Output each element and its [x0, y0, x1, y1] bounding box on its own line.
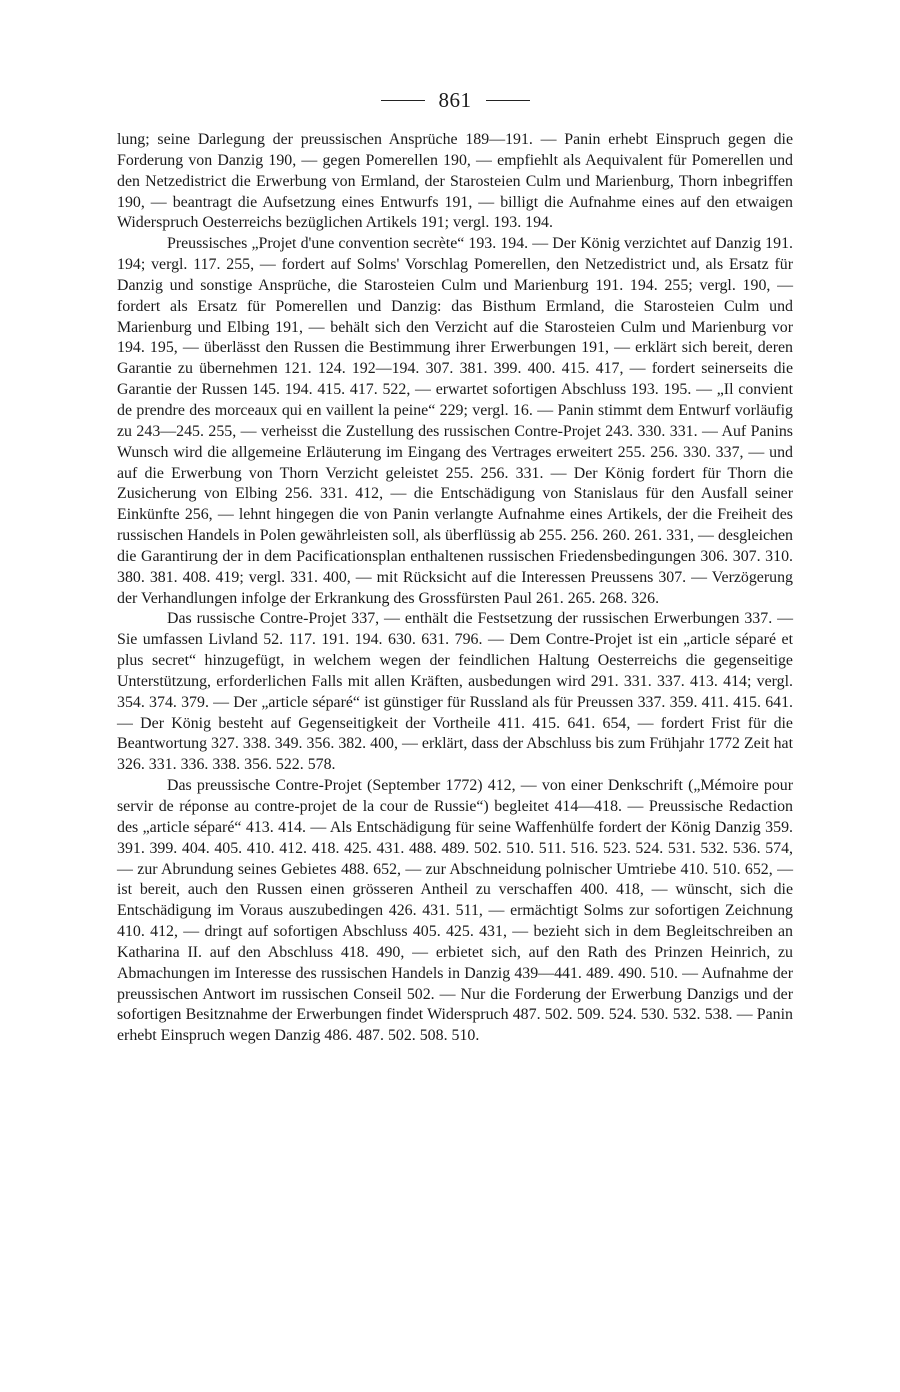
paragraph-1: lung; seine Darlegung der preussischen Ansprüche 189—191. — Panin erhebt Einspruch gegen die Forderung von Danzig 190, — gegen Pomerellen 190, — empfiehlt als Aequivalent für Pomerellen und den Netzedistrict die Erwerbung von Ermland, der Starosteien Culm und Marienburg, Thorn inbegriffen 190, — beantragt die Aufsetzung eines Entwurfs 191, — billigt die Aufnahme eines auf den etwaigen Widerspruch Oesterreichs bezüglichen Artikels 191; vergl. 193. 194. — [117, 131, 793, 232]
header-rule-left — [381, 100, 425, 101]
paragraph-3: Das russische Contre-Projet 337, — enthält die Festsetzung der russischen Erwerbungen 337. — Sie umfassen Livland 52. 117. 191. 194. 630. 631. 796. — Dem Contre-Projet ist ein „article séparé et plus secret“ hinzugefügt, in welchem wegen der feindlichen Haltung Oesterreichs die gegenseitige Unterstützung, erforderlichen Falls mit allen Kräften, ausbedungen wird 291. 331. 337. 413. 414; vergl. 354. 374. 379. — Der „article séparé“ ist günstiger für Russland als für Preussen 337. 359. 411. 415. 641. — Der König besteht auf Gegenseitigkeit der Vortheile 411. 415. 641. 654, — fordert Frist für die Beantwortung 327. 338. 349. 356. 382. 400, — erklärt, dass der Abschluss bis zum Frühjahr 1772 Zeit hat 326. 331. 336. 338. 356. 522. 578. — [117, 610, 793, 774]
page — [117, 86, 793, 1047]
header-rule-right — [486, 100, 530, 101]
page-number: 861 — [438, 87, 472, 112]
paragraph-4: Das preussische Contre-Projet (September 1772) 412, — von einer Denkschrift („Mémoire pour servir de réponse au contre-projet de la cour de Russie“) begleitet 414—418. — Preussische Redaction des „article séparé“ 413. 414. — Als Entschädigung für seine Waffenhülfe fordert der König Danzig 359. 391. 399. 404. 405. 410. 412. 418. 425. 431. 488. 489. 502. 510. 511. 516. 523. 524. 531. 532. 536. 574, — zur Abrundung seines Gebietes 488. 652, — zur Abschneidung polnischer Umtriebe 410. 510. 652, — ist bereit, auch den Russen einen grösseren Antheil zu verschaffen 400. 418, — wünscht, sich die Entschädigung im Voraus auszubedingen 426. 431. 511, — ermächtigt Solms zur sofortigen Zeichnung 410. 412, — dringt auf sofortigen Abschluss 405. 425. 431, — bezieht sich in dem Begleitschreiben an Katharina II. auf den Abschluss 418. 490, — erbietet sich, auf den Rath des Prinzen Heinrich, zu Abmachungen im Interesse des russischen Handels in Danzig 439—441. 489. 490. 510. — Aufnahme der preussischen Antwort im russischen Conseil 502. — Nur die Forderung der Erwerbung Danzigs und der sofortigen Besitznahme der Erwerbungen findet Widerspruch 487. 502. 509. 524. 530. 532. 538. — Panin erhebt Einspruch wegen Danzig 486. 487. 502. 508. 510. — [117, 777, 793, 1045]
page-header — [117, 86, 793, 114]
paragraph-2: Preussisches „Projet d'une convention secrète“ 193. 194. — Der König verzichtet auf Danzig 191. 194; vergl. 117. 255, — fordert auf Solms' Vorschlag Pomerellen, den Netzedistrict und, als Ersatz für Danzig und sonstige Ansprüche, die Starosteien Culm und Marienburg 191. 194. 255; vergl. 190, — fordert als Ersatz für Pomerellen und Danzig: das Bisthum Ermland, die Starosteien Culm und Marienburg und Elbing 191, — behält sich den Verzicht auf die Starosteien Culm und Marienburg vor 194. 195, — überlässt den Russen die Bestimmung ihrer Erwerbungen 191, — erklärt sich bereit, deren Garantie zu übernehmen 121. 124. 192—194. 307. 381. 399. 400. 415. 417, — fordert seinerseits die Garantie der Russen 145. 194. 415. 417. 522, — erwartet sofortigen Abschluss 193. 195. — „Il convient de prendre des morceaux qui en vaillent la peine“ 229; vergl. 16. — Panin stimmt dem Entwurf vorläufig zu 243—245. 255, — verheisst die Zustellung des russischen Contre-Projet 243. 330. 331. — Auf Panins Wunsch wird die allgemeine Erläuterung im Eingang des Vertrages erweitert 255. 256. 330. 337, — und auf die Erwerbung von Thorn Verzicht geleistet 255. 256. 331. — Der König fordert für Thorn die Zusicherung von Elbing 256. 331. 412, — die Entschädigung von Stanislaus für den Ausfall seiner Einkünfte 256, — lehnt hingegen die von Panin verlangte Aufnahme eines Artikels, der die Freiheit des russischen Handels in Polen gewährleisten soll, als überflüssig ab 255. 256. 260. 261. 331, — desgleichen die Garantirung der in dem Pacificationsplan enthaltenen russischen Friedensbedingungen 306. 307. 310. 380. 381. 408. 419; vergl. 331. 400, — mit Rücksicht auf die Interessen Preussens 307. — Verzögerung der Verhandlungen infolge der Erkrankung des Grossfürsten Paul 261. 265. 268. 326. — [117, 235, 793, 607]
